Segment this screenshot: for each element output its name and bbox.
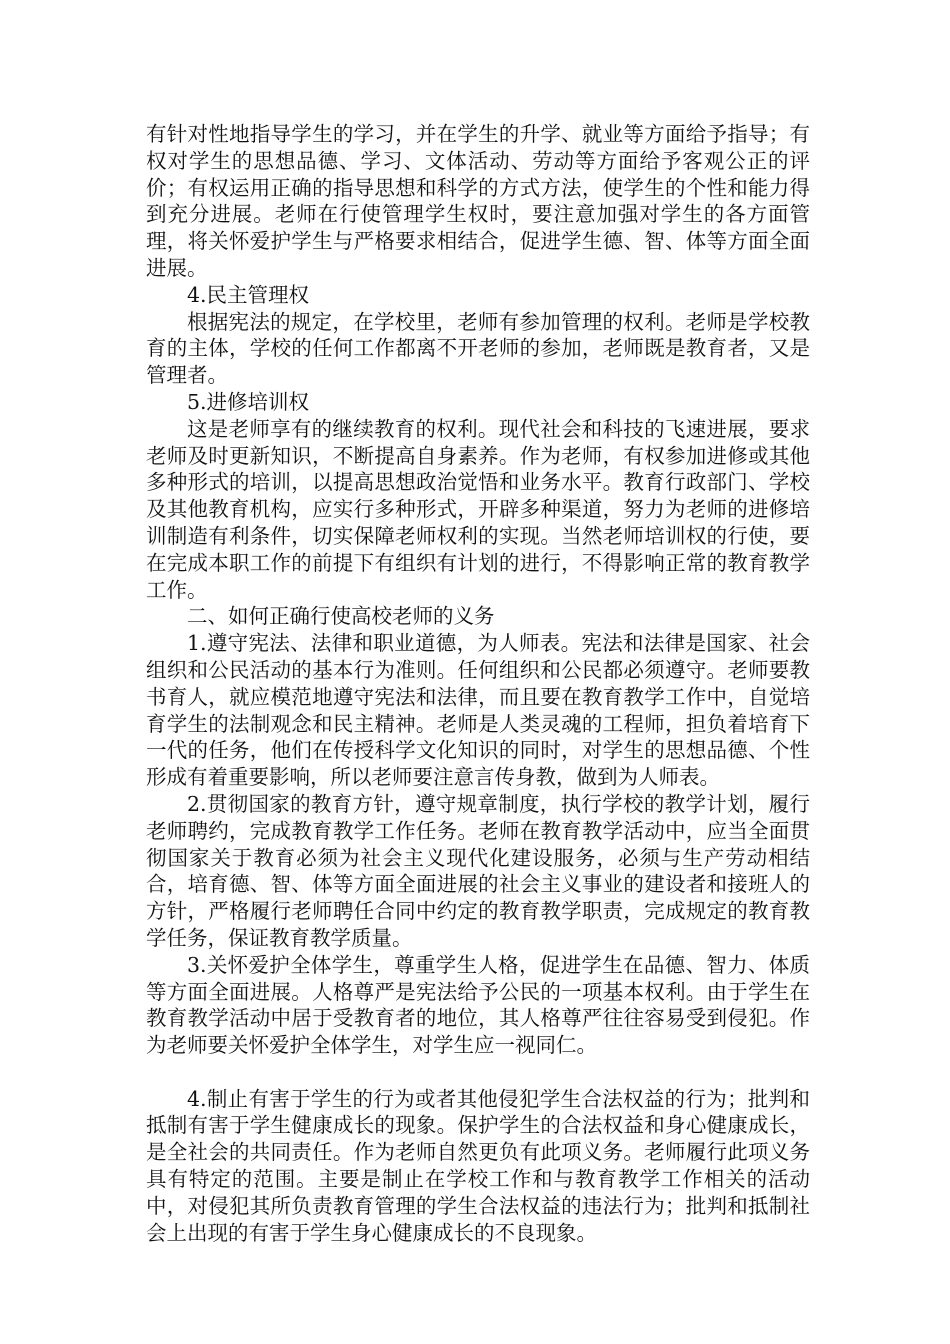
paragraph-duty-1: 1.遵守宪法、法律和职业道德，为人师表。宪法和法律是国家、社会组织和公民活动的基本行为准则。任何组织和公民都必须遵守。老师要教书育人，就应模范地遵守宪法和法律，而且要在教育教学工作中，自觉培育学生的法制观念和民主精神。老师是人类灵魂的工程师，担负着培育下一代的任务，他们在传授科学文化知识的同时，对学生的思想品德、个性形成有着重要影响，所以老师要注意言传身教，做到为人师表。	[146, 631, 810, 790]
heading-training-right: 5.进修培训权	[187, 389, 310, 414]
heading-democratic-management: 4.民主管理权	[187, 282, 310, 307]
paragraph-guidance: 有针对性地指导学生的学习，并在学生的升学、就业等方面给予指导；有权对学生的思想品德、学习、文体活动、劳动等方面给予客观公正的评价；有权运用正确的指导思想和科学的方式方法，使学生的个性和能力得到充分进展。老师在行使管理学生权时，要注意加强对学生的各方面管理，将关怀爱护学生与严格要求相结合，促进学生德、智、体等方面全面进展。	[146, 122, 810, 280]
blank-line	[146, 1059, 810, 1086]
paragraph-democratic-management: 根据宪法的规定，在学校里，老师有参加管理的权利。老师是学校教育的主体，学校的任何工作都离不开老师的参加，老师既是教育者，又是管理者。	[146, 309, 810, 388]
paragraph-training-right: 这是老师享有的继续教育的权利。现代社会和科技的飞速进展，要求老师及时更新知识，不断提高自身素养。作为老师，有权参加进修或其他多种形式的培训，以提高思想政治觉悟和业务水平。教育行政部门、学校及其他教育机构，应实行多种形式，开辟多种渠道，努力为老师的进修培训制造有利条件，切实保障老师权利的实现。当然老师培训权的行使，要在完成本职工作的前提下有组织有计划的进行，不得影响正常的教育教学工作。	[146, 416, 810, 602]
document-body	[146, 121, 810, 1246]
paragraph-duty-2: 2.贯彻国家的教育方针，遵守规章制度，执行学校的教学计划，履行老师聘约，完成教育教学工作任务。老师在教育教学活动中，应当全面贯彻国家关于教育必须为社会主义现代化建设服务，必须与生产劳动相结合，培育德、智、体等方面全面进展的社会主义事业的建设者和接班人的方针，严格履行老师聘任合同中约定的教育教学职责，完成规定的教育教学任务，保证教育教学质量。	[146, 791, 810, 950]
paragraph-duty-3: 3.关怀爱护全体学生，尊重学生人格，促进学生在品德、智力、体质等方面全面进展。人格尊严是宪法给予公民的一项基本权利。由于学生在教育教学活动中居于受教育者的地位，其人格尊严往往容易受到侵犯。作为老师要关怀爱护全体学生，对学生应一视同仁。	[146, 952, 810, 1058]
heading-teacher-duties: 二、如何正确行使高校老师的义务	[187, 604, 495, 629]
paragraph-duty-4: 4.制止有害于学生的行为或者其他侵犯学生合法权益的行为；批判和抵制有害于学生健康成长的现象。保护学生的合法权益和身心健康成长，是全社会的共同责任。作为老师自然更负有此项义务。老师履行此项义务具有特定的范围。主要是制止在学校工作和与教育教学工作相关的活动中，对侵犯其所负责教育管理的学生合法权益的违法行为；批判和抵制社会上出现的有害于学生身心健康成长的不良现象。	[146, 1086, 810, 1245]
